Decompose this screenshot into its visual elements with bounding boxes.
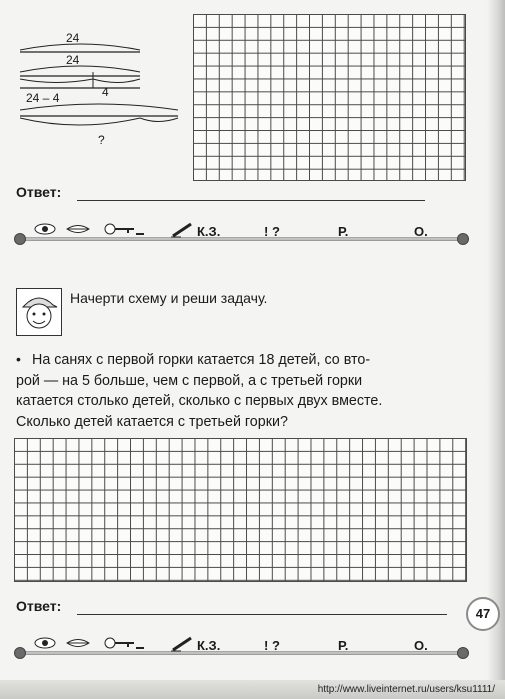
strip-label-o: О. <box>414 224 428 239</box>
strip-label-questions: ! ? <box>264 224 280 239</box>
strip-label-kz: К.З. <box>197 224 221 239</box>
page-number: 47 <box>466 597 500 631</box>
task-line: На санях с первой горки катается 18 детей, со вто- <box>32 352 371 368</box>
answer-line-1[interactable] <box>77 200 425 201</box>
strip-label-questions: ! ? <box>264 638 280 653</box>
strip-dot <box>14 647 26 659</box>
task-scheme-diagram <box>18 28 193 153</box>
strip-dot <box>457 233 469 245</box>
strip-line <box>14 651 469 655</box>
self-check-strip-2 <box>14 640 469 664</box>
strip-label-r: Р. <box>338 224 349 239</box>
pencil-icon <box>171 222 195 238</box>
scheme-label-left: 24 – 4 <box>26 91 60 105</box>
lips-icon <box>66 222 90 236</box>
task-line: катается столько детей, сколько с первых двух вместе. <box>16 393 383 409</box>
watermark-url: http://www.liveinternet.ru/users/ksu1111/ <box>317 684 495 695</box>
avatar <box>16 288 62 336</box>
eye-icon <box>34 636 56 650</box>
pencil-icon <box>171 636 195 652</box>
strip-label-o: О. <box>414 638 428 653</box>
boy-avatar-icon <box>17 289 61 335</box>
strip-dot <box>457 647 469 659</box>
task-line: Сколько детей катается с третьей горки? <box>16 413 288 430</box>
self-check-strip-1 <box>14 226 469 250</box>
scheme-label-middle: 24 <box>66 53 80 67</box>
task-text <box>16 350 472 432</box>
drawing-grid-top[interactable] <box>193 14 466 181</box>
answer-line-2[interactable] <box>77 614 447 615</box>
task-title: Начерти схему и реши задачу. <box>70 290 268 306</box>
answer-label-2: Ответ: <box>16 598 62 614</box>
scheme-label-top: 24 <box>66 31 80 45</box>
page-edge-shadow <box>487 0 505 699</box>
eye-icon <box>34 222 56 236</box>
key-icon <box>104 636 144 650</box>
scheme-label-right: 4 <box>102 85 109 99</box>
scheme-label-question: ? <box>98 133 105 147</box>
lips-icon <box>66 636 90 650</box>
strip-dot <box>14 233 26 245</box>
task-bullet: • <box>16 351 21 367</box>
key-icon <box>104 222 144 236</box>
strip-line <box>14 237 469 241</box>
strip-label-kz: К.З. <box>197 638 221 653</box>
strip-label-r: Р. <box>338 638 349 653</box>
task-line: рой — на 5 больше, чем с первой, а с третьей горки <box>16 372 363 389</box>
answer-label-1: Ответ: <box>16 184 62 200</box>
drawing-grid-bottom[interactable] <box>14 438 467 582</box>
